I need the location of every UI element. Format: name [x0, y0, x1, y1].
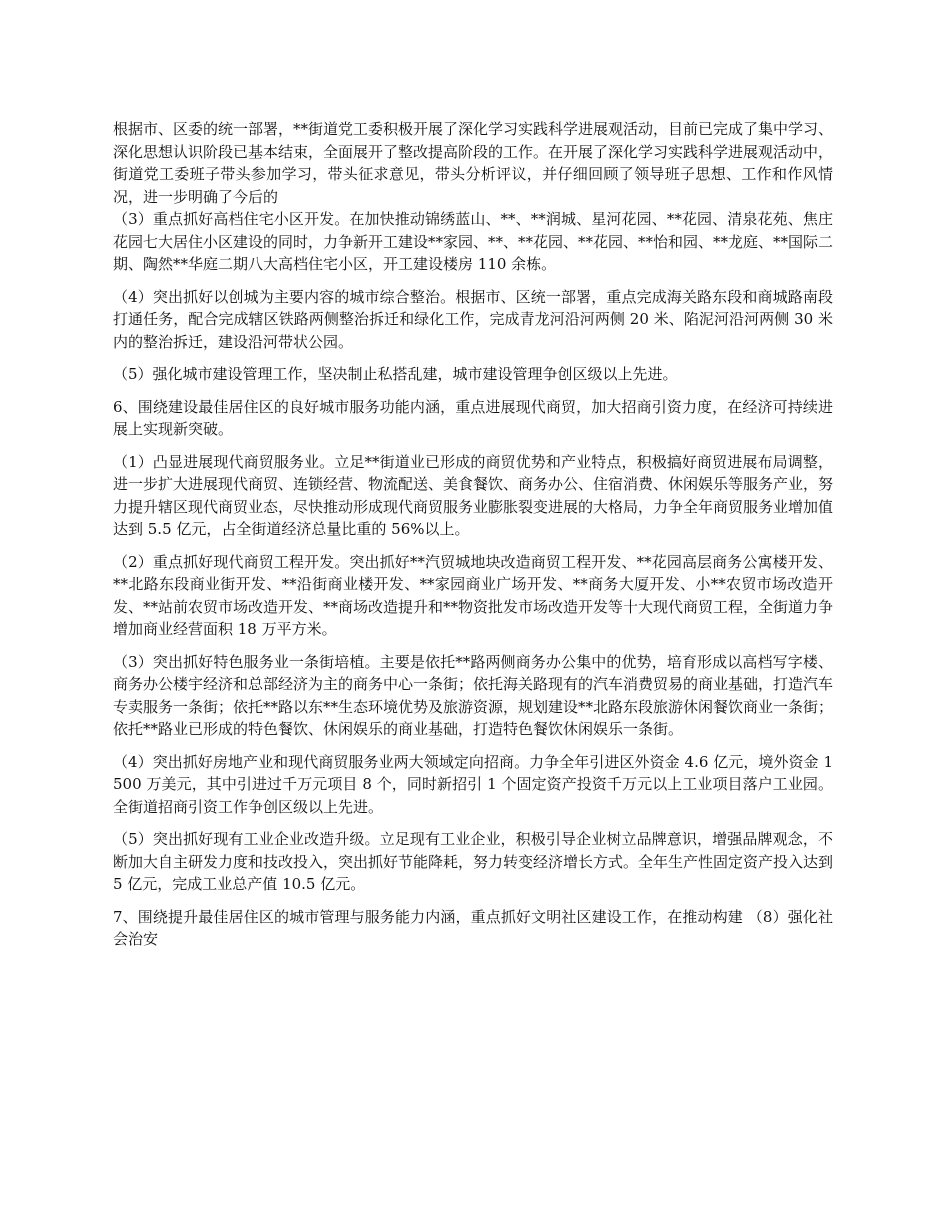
document-body [113, 118, 833, 961]
paragraph-modern-commerce: （1）凸显进展现代商贸服务业。立足**街道业已形成的商贸优势和产业特点，积极搞好商贸进展布局调整，进一步扩大进展现代商贸、连锁经营、物流配送、美食餐饮、商务办公、住宿消费、休闲娱乐等服务产业，努力提升辖区现代商贸业态，尽快推动形成现代商贸服务业膨胀裂变进展的大格局，力争全年商贸服务业增加值达到 5.5 亿元，占全街道经济总量比重的 56%以上。 [113, 452, 834, 538]
paragraph-housing-development: （3）重点抓好高档住宅小区开发。在加快推动锦绣蓝山、**、**润城、星河花园、**花园、清泉花苑、焦庄花园七大居住小区建设的同时，力争新开工建设**家园、**、**花园、**花园、**怡和园、**龙庭、**国际二期、陶然**华庭二期八大高档住宅小区，开工建设楼房 110 余栋。 [113, 210, 834, 273]
paragraph-city-rectification: （4）突出抓好以创城为主要内容的城市综合整治。根据市、区统一部署，重点完成海关路东段和商城路南段打通任务，配合完成辖区铁路两侧整治拆迁和绿化工作，完成青龙河沿河两侧 20 米、陷泥河沿河两侧 30 米内的整治拆迁，建设沿河带状公园。 [113, 287, 833, 351]
paragraph-investment-promotion: （4）突出抓好房地产业和现代商贸服务业两大领域定向招商。力争全年引进区外资金 4.6 亿元，境外资金 1500 万美元，其中引进过千万元项目 8 个，同时新招引 1 个固定资产投资千万元以上工业项目落户工业园。全街道招商引资工作争创区级以上先进。 [113, 752, 833, 816]
paragraph-commerce-projects: （2）重点抓好现代商贸工程开发。突出抓好**汽贸城地块改造商贸工程开发、**花园高层商务公寓楼开发、**北路东段商业街开发、**沿街商业楼开发、**家园商业广场开发、**商务大厦开发、小**农贸市场改造开发、**站前农贸市场改造开发、**商场改造提升和**物资批发市场改造开发等十大现代商贸工程，全街道力争增加商业经营面积 18 万平方米。 [113, 552, 834, 638]
paragraph-industrial-upgrade: （5）突出抓好现有工业企业改造升级。立足现有工业企业，积极引导企业树立品牌意识，增强品牌观念，不断加大自主研发力度和技改投入，突出抓好节能降耗，努力转变经济增长方式。全年生产性固定资产投入达到 5 亿元，完成工业总产值 10.5 亿元。 [113, 830, 834, 893]
paragraph-section-7-heading: 7、围绕提升最佳居住区的城市管理与服务能力内涵，重点抓好文明社区建设工作，在推动构建 （8）强化社会治安 [113, 907, 833, 948]
paragraph-construction-management: （5）强化城市建设管理工作，坚决制止私搭乱建，城市建设管理争创区级以上先进。 [113, 365, 678, 383]
paragraph-section-6-heading: 6、围绕建设最佳居住区的良好城市服务功能内涵，重点进展现代商贸，加大招商引资力度，在经济可持续进展上实现新突破。 [113, 397, 833, 438]
paragraph-intro: 根据市、区委的统一部署，**街道党工委积极开展了深化学习实践科学进展观活动，目前已完成了集中学习、深化思想认识阶段已基本结束，全面展开了整改提高阶段的工作。在开展了深化学习实践科学进展观活动中，街道党工委班子带头参加学习，带头征求意见，带头分析评议，并仔细回顾了领导班子思想、工作和作风情况，进一步明确了今后的 [113, 120, 834, 206]
paragraph-specialty-streets: （3）突出抓好特色服务业一条街培植。主要是依托**路两侧商务办公集中的优势，培育形成以高档写字楼、商务办公楼宇经济和总部经济为主的商务中心一条街；依托海关路现有的汽车消费贸易的商业基础，打造汽车专卖服务一条街；依托**路以东**生态环境优势及旅游资源，规划建设**北路东段旅游休闲餐饮商业一条街；依托**路业已形成的特色餐饮、休闲娱乐的商业基础，打造特色餐饮休闲娱乐一条街。 [113, 652, 834, 738]
